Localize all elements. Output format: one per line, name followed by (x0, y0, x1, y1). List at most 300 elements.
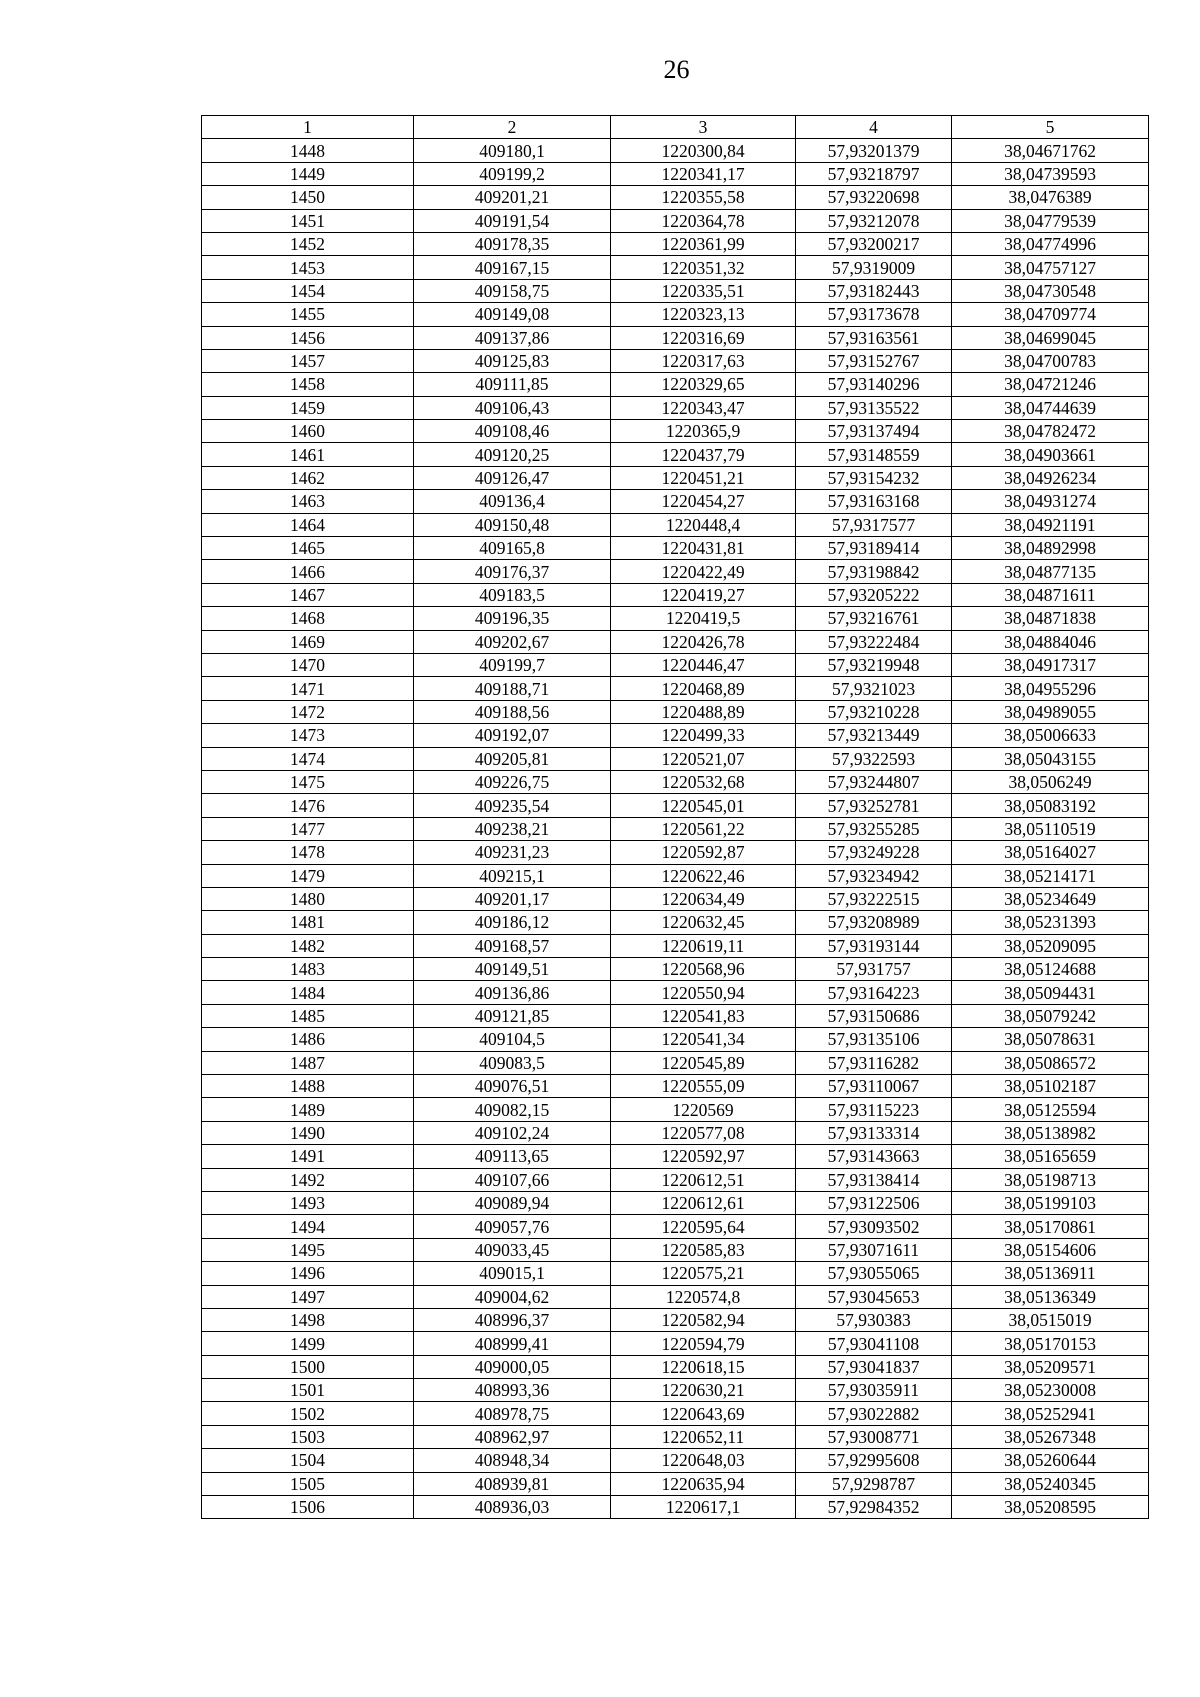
table-row (202, 139, 1149, 162)
table-row (202, 443, 1149, 466)
y-coordinate-cell: 1220341,17 (611, 162, 796, 185)
y-coordinate-cell: 1220499,33 (611, 724, 796, 747)
table-row (202, 1075, 1149, 1098)
x-coordinate-cell: 409137,86 (414, 326, 611, 349)
x-coordinate-cell: 409083,5 (414, 1051, 611, 1074)
x-coordinate-cell: 409188,56 (414, 700, 611, 723)
y-coordinate-cell: 1220575,21 (611, 1262, 796, 1285)
latitude-cell: 57,93035911 (796, 1379, 952, 1402)
y-coordinate-cell: 1220532,68 (611, 770, 796, 793)
longitude-cell: 38,05252941 (952, 1402, 1149, 1425)
point-number-cell: 1457 (202, 349, 414, 372)
y-coordinate-cell: 1220355,58 (611, 186, 796, 209)
table-row (202, 256, 1149, 279)
latitude-cell: 57,93210228 (796, 700, 952, 723)
table-row (202, 1238, 1149, 1261)
longitude-cell: 38,04903661 (952, 443, 1149, 466)
y-coordinate-cell: 1220592,87 (611, 841, 796, 864)
latitude-cell: 57,93041837 (796, 1355, 952, 1378)
longitude-cell: 38,05209095 (952, 934, 1149, 957)
latitude-cell: 57,92995608 (796, 1449, 952, 1472)
x-coordinate-cell: 409126,47 (414, 466, 611, 489)
point-number-cell: 1476 (202, 794, 414, 817)
x-coordinate-cell: 409000,05 (414, 1355, 611, 1378)
longitude-cell: 38,0476389 (952, 186, 1149, 209)
latitude-cell: 57,93201379 (796, 139, 952, 162)
y-coordinate-cell: 1220541,83 (611, 1004, 796, 1027)
y-coordinate-cell: 1220300,84 (611, 139, 796, 162)
latitude-cell: 57,9317577 (796, 513, 952, 536)
x-coordinate-cell: 409106,43 (414, 396, 611, 419)
longitude-cell: 38,05164027 (952, 841, 1149, 864)
y-coordinate-cell: 1220618,15 (611, 1355, 796, 1378)
x-coordinate-cell: 409180,1 (414, 139, 611, 162)
x-coordinate-cell: 409205,81 (414, 747, 611, 770)
latitude-cell: 57,93213449 (796, 724, 952, 747)
table-row (202, 1355, 1149, 1378)
point-number-cell: 1490 (202, 1121, 414, 1144)
longitude-cell: 38,05136349 (952, 1285, 1149, 1308)
latitude-cell: 57,93193144 (796, 934, 952, 957)
x-coordinate-cell: 409108,46 (414, 420, 611, 443)
latitude-cell: 57,93110067 (796, 1075, 952, 1098)
table-header (202, 116, 1149, 139)
point-number-cell: 1478 (202, 841, 414, 864)
y-coordinate-cell: 1220545,89 (611, 1051, 796, 1074)
y-coordinate-cell: 1220617,1 (611, 1496, 796, 1519)
x-coordinate-cell: 409168,57 (414, 934, 611, 957)
latitude-cell: 57,93152767 (796, 349, 952, 372)
point-number-cell: 1460 (202, 420, 414, 443)
point-number-cell: 1466 (202, 560, 414, 583)
table-row (202, 1145, 1149, 1168)
table-row (202, 958, 1149, 981)
latitude-cell: 57,93252781 (796, 794, 952, 817)
table-row (202, 490, 1149, 513)
point-number-cell: 1448 (202, 139, 414, 162)
longitude-cell: 38,04921191 (952, 513, 1149, 536)
longitude-cell: 38,05102187 (952, 1075, 1149, 1098)
longitude-cell: 38,05208595 (952, 1496, 1149, 1519)
latitude-cell: 57,93244807 (796, 770, 952, 793)
point-number-cell: 1471 (202, 677, 414, 700)
point-number-cell: 1455 (202, 303, 414, 326)
y-coordinate-cell: 1220422,49 (611, 560, 796, 583)
point-number-cell: 1487 (202, 1051, 414, 1074)
longitude-cell: 38,05209571 (952, 1355, 1149, 1378)
x-coordinate-cell: 409196,35 (414, 607, 611, 630)
longitude-cell: 38,04721246 (952, 373, 1149, 396)
point-number-cell: 1483 (202, 958, 414, 981)
latitude-cell: 57,93173678 (796, 303, 952, 326)
column-header: 2 (414, 116, 611, 139)
y-coordinate-cell: 1220632,45 (611, 911, 796, 934)
table-row (202, 1402, 1149, 1425)
point-number-cell: 1452 (202, 232, 414, 255)
x-coordinate-cell: 408993,36 (414, 1379, 611, 1402)
point-number-cell: 1482 (202, 934, 414, 957)
x-coordinate-cell: 409201,21 (414, 186, 611, 209)
longitude-cell: 38,04709774 (952, 303, 1149, 326)
point-number-cell: 1499 (202, 1332, 414, 1355)
longitude-cell: 38,05214171 (952, 864, 1149, 887)
y-coordinate-cell: 1220630,21 (611, 1379, 796, 1402)
x-coordinate-cell: 408962,97 (414, 1425, 611, 1448)
longitude-cell: 38,05006633 (952, 724, 1149, 747)
latitude-cell: 57,93041108 (796, 1332, 952, 1355)
point-number-cell: 1491 (202, 1145, 414, 1168)
table-row (202, 349, 1149, 372)
point-number-cell: 1493 (202, 1191, 414, 1214)
y-coordinate-cell: 1220335,51 (611, 279, 796, 302)
y-coordinate-cell: 1220343,47 (611, 396, 796, 419)
x-coordinate-cell: 409191,54 (414, 209, 611, 232)
x-coordinate-cell: 409076,51 (414, 1075, 611, 1098)
header-row (202, 116, 1149, 139)
longitude-cell: 38,04774996 (952, 232, 1149, 255)
table-row (202, 513, 1149, 536)
x-coordinate-cell: 409149,08 (414, 303, 611, 326)
latitude-cell: 57,93138414 (796, 1168, 952, 1191)
y-coordinate-cell: 1220550,94 (611, 981, 796, 1004)
table-row (202, 700, 1149, 723)
table-body (202, 139, 1149, 1519)
latitude-cell: 57,93135522 (796, 396, 952, 419)
column-header: 4 (796, 116, 952, 139)
point-number-cell: 1503 (202, 1425, 414, 1448)
longitude-cell: 38,0515019 (952, 1308, 1149, 1331)
table-row (202, 326, 1149, 349)
y-coordinate-cell: 1220317,63 (611, 349, 796, 372)
latitude-cell: 57,9319009 (796, 256, 952, 279)
x-coordinate-cell: 409201,17 (414, 887, 611, 910)
y-coordinate-cell: 1220577,08 (611, 1121, 796, 1144)
latitude-cell: 57,93218797 (796, 162, 952, 185)
table-row (202, 466, 1149, 489)
latitude-cell: 57,93133314 (796, 1121, 952, 1144)
latitude-cell: 57,93220698 (796, 186, 952, 209)
longitude-cell: 38,04671762 (952, 139, 1149, 162)
longitude-cell: 38,05083192 (952, 794, 1149, 817)
point-number-cell: 1500 (202, 1355, 414, 1378)
x-coordinate-cell: 409199,7 (414, 653, 611, 676)
y-coordinate-cell: 1220419,5 (611, 607, 796, 630)
x-coordinate-cell: 409102,24 (414, 1121, 611, 1144)
x-coordinate-cell: 409149,51 (414, 958, 611, 981)
point-number-cell: 1458 (202, 373, 414, 396)
latitude-cell: 57,9321023 (796, 677, 952, 700)
latitude-cell: 57,93222484 (796, 630, 952, 653)
x-coordinate-cell: 409120,25 (414, 443, 611, 466)
latitude-cell: 57,93143663 (796, 1145, 952, 1168)
longitude-cell: 38,05136911 (952, 1262, 1149, 1285)
y-coordinate-cell: 1220437,79 (611, 443, 796, 466)
table-row (202, 209, 1149, 232)
point-number-cell: 1492 (202, 1168, 414, 1191)
x-coordinate-cell: 409238,21 (414, 817, 611, 840)
table-row (202, 1215, 1149, 1238)
y-coordinate-cell: 1220419,27 (611, 583, 796, 606)
longitude-cell: 38,04884046 (952, 630, 1149, 653)
table-row (202, 232, 1149, 255)
y-coordinate-cell: 1220323,13 (611, 303, 796, 326)
table-row (202, 279, 1149, 302)
table-row (202, 747, 1149, 770)
latitude-cell: 57,92984352 (796, 1496, 952, 1519)
table-row (202, 630, 1149, 653)
latitude-cell: 57,93164223 (796, 981, 952, 1004)
y-coordinate-cell: 1220541,34 (611, 1028, 796, 1051)
table-row (202, 1379, 1149, 1402)
x-coordinate-cell: 409186,12 (414, 911, 611, 934)
longitude-cell: 38,05267348 (952, 1425, 1149, 1448)
x-coordinate-cell: 409004,62 (414, 1285, 611, 1308)
y-coordinate-cell: 1220454,27 (611, 490, 796, 513)
point-number-cell: 1486 (202, 1028, 414, 1051)
table-row (202, 934, 1149, 957)
point-number-cell: 1468 (202, 607, 414, 630)
point-number-cell: 1485 (202, 1004, 414, 1027)
x-coordinate-cell: 409125,83 (414, 349, 611, 372)
latitude-cell: 57,93154232 (796, 466, 952, 489)
column-header: 5 (952, 116, 1149, 139)
y-coordinate-cell: 1220634,49 (611, 887, 796, 910)
point-number-cell: 1463 (202, 490, 414, 513)
latitude-cell: 57,931757 (796, 958, 952, 981)
longitude-cell: 38,04757127 (952, 256, 1149, 279)
point-number-cell: 1453 (202, 256, 414, 279)
x-coordinate-cell: 409150,48 (414, 513, 611, 536)
longitude-cell: 38,04871838 (952, 607, 1149, 630)
point-number-cell: 1480 (202, 887, 414, 910)
longitude-cell: 38,04931274 (952, 490, 1149, 513)
table-row (202, 1121, 1149, 1144)
longitude-cell: 38,04892998 (952, 537, 1149, 560)
table-row (202, 1496, 1149, 1519)
longitude-cell: 38,05170153 (952, 1332, 1149, 1355)
longitude-cell: 38,05078631 (952, 1028, 1149, 1051)
table-row (202, 1285, 1149, 1308)
point-number-cell: 1504 (202, 1449, 414, 1472)
table-row (202, 560, 1149, 583)
latitude-cell: 57,93249228 (796, 841, 952, 864)
point-number-cell: 1498 (202, 1308, 414, 1331)
y-coordinate-cell: 1220635,94 (611, 1472, 796, 1495)
longitude-cell: 38,04699045 (952, 326, 1149, 349)
latitude-cell: 57,93150686 (796, 1004, 952, 1027)
point-number-cell: 1475 (202, 770, 414, 793)
y-coordinate-cell: 1220361,99 (611, 232, 796, 255)
x-coordinate-cell: 408999,41 (414, 1332, 611, 1355)
longitude-cell: 38,05231393 (952, 911, 1149, 934)
x-coordinate-cell: 409057,76 (414, 1215, 611, 1238)
y-coordinate-cell: 1220643,69 (611, 1402, 796, 1425)
x-coordinate-cell: 409167,15 (414, 256, 611, 279)
page-number: 26 (663, 55, 690, 84)
table-row (202, 724, 1149, 747)
latitude-cell: 57,93071611 (796, 1238, 952, 1261)
column-header: 3 (611, 116, 796, 139)
longitude-cell: 38,04871611 (952, 583, 1149, 606)
point-number-cell: 1474 (202, 747, 414, 770)
x-coordinate-cell: 409165,8 (414, 537, 611, 560)
x-coordinate-cell: 408948,34 (414, 1449, 611, 1472)
point-number-cell: 1469 (202, 630, 414, 653)
table-row (202, 583, 1149, 606)
point-number-cell: 1502 (202, 1402, 414, 1425)
x-coordinate-cell: 409188,71 (414, 677, 611, 700)
longitude-cell: 38,05240345 (952, 1472, 1149, 1495)
table-row (202, 1425, 1149, 1448)
point-number-cell: 1506 (202, 1496, 414, 1519)
longitude-cell: 38,05198713 (952, 1168, 1149, 1191)
point-number-cell: 1489 (202, 1098, 414, 1121)
y-coordinate-cell: 1220468,89 (611, 677, 796, 700)
x-coordinate-cell: 408996,37 (414, 1308, 611, 1331)
latitude-cell: 57,93122506 (796, 1191, 952, 1214)
table-row (202, 303, 1149, 326)
point-number-cell: 1481 (202, 911, 414, 934)
longitude-cell: 38,05230008 (952, 1379, 1149, 1402)
point-number-cell: 1456 (202, 326, 414, 349)
point-number-cell: 1454 (202, 279, 414, 302)
table-row (202, 1191, 1149, 1214)
point-number-cell: 1449 (202, 162, 414, 185)
latitude-cell: 57,93205222 (796, 583, 952, 606)
table-row (202, 911, 1149, 934)
point-number-cell: 1505 (202, 1472, 414, 1495)
table-row (202, 1332, 1149, 1355)
y-coordinate-cell: 1220574,8 (611, 1285, 796, 1308)
longitude-cell: 38,05199103 (952, 1191, 1149, 1214)
latitude-cell: 57,93234942 (796, 864, 952, 887)
point-number-cell: 1467 (202, 583, 414, 606)
longitude-cell: 38,05125594 (952, 1098, 1149, 1121)
y-coordinate-cell: 1220652,11 (611, 1425, 796, 1448)
longitude-cell: 38,05165659 (952, 1145, 1149, 1168)
table-row (202, 1168, 1149, 1191)
longitude-cell: 38,04739593 (952, 162, 1149, 185)
y-coordinate-cell: 1220431,81 (611, 537, 796, 560)
x-coordinate-cell: 409158,75 (414, 279, 611, 302)
point-number-cell: 1488 (202, 1075, 414, 1098)
latitude-cell: 57,9298787 (796, 1472, 952, 1495)
table-row (202, 770, 1149, 793)
y-coordinate-cell: 1220316,69 (611, 326, 796, 349)
latitude-cell: 57,93212078 (796, 209, 952, 232)
longitude-cell: 38,04955296 (952, 677, 1149, 700)
longitude-cell: 38,05170861 (952, 1215, 1149, 1238)
latitude-cell: 57,93200217 (796, 232, 952, 255)
y-coordinate-cell: 1220612,51 (611, 1168, 796, 1191)
point-number-cell: 1484 (202, 981, 414, 1004)
x-coordinate-cell: 409033,45 (414, 1238, 611, 1261)
y-coordinate-cell: 1220521,07 (611, 747, 796, 770)
table-row (202, 373, 1149, 396)
latitude-cell: 57,930383 (796, 1308, 952, 1331)
table-row (202, 1028, 1149, 1051)
x-coordinate-cell: 409136,4 (414, 490, 611, 513)
point-number-cell: 1494 (202, 1215, 414, 1238)
longitude-cell: 38,04744639 (952, 396, 1149, 419)
x-coordinate-cell: 409136,86 (414, 981, 611, 1004)
latitude-cell: 57,93216761 (796, 607, 952, 630)
point-number-cell: 1496 (202, 1262, 414, 1285)
longitude-cell: 38,05043155 (952, 747, 1149, 770)
latitude-cell: 57,93055065 (796, 1262, 952, 1285)
latitude-cell: 57,93045653 (796, 1285, 952, 1308)
longitude-cell: 38,04926234 (952, 466, 1149, 489)
latitude-cell: 57,93115223 (796, 1098, 952, 1121)
point-number-cell: 1462 (202, 466, 414, 489)
latitude-cell: 57,93135106 (796, 1028, 952, 1051)
latitude-cell: 57,93189414 (796, 537, 952, 560)
table-row (202, 653, 1149, 676)
table-row (202, 420, 1149, 443)
table-row (202, 1472, 1149, 1495)
point-number-cell: 1497 (202, 1285, 414, 1308)
point-number-cell: 1477 (202, 817, 414, 840)
latitude-cell: 57,93008771 (796, 1425, 952, 1448)
x-coordinate-cell: 409089,94 (414, 1191, 611, 1214)
x-coordinate-cell: 409215,1 (414, 864, 611, 887)
point-number-cell: 1459 (202, 396, 414, 419)
table-row (202, 1308, 1149, 1331)
column-header: 1 (202, 116, 414, 139)
point-number-cell: 1473 (202, 724, 414, 747)
longitude-cell: 38,04779539 (952, 209, 1149, 232)
y-coordinate-cell: 1220488,89 (611, 700, 796, 723)
longitude-cell: 38,05079242 (952, 1004, 1149, 1027)
latitude-cell: 57,93255285 (796, 817, 952, 840)
x-coordinate-cell: 409226,75 (414, 770, 611, 793)
longitude-cell: 38,05086572 (952, 1051, 1149, 1074)
x-coordinate-cell: 409121,85 (414, 1004, 611, 1027)
x-coordinate-cell: 408939,81 (414, 1472, 611, 1495)
y-coordinate-cell: 1220446,47 (611, 653, 796, 676)
y-coordinate-cell: 1220592,97 (611, 1145, 796, 1168)
table-row (202, 841, 1149, 864)
y-coordinate-cell: 1220426,78 (611, 630, 796, 653)
latitude-cell: 57,93198842 (796, 560, 952, 583)
x-coordinate-cell: 409192,07 (414, 724, 611, 747)
longitude-cell: 38,05124688 (952, 958, 1149, 981)
x-coordinate-cell: 409199,2 (414, 162, 611, 185)
table-row (202, 186, 1149, 209)
y-coordinate-cell: 1220545,01 (611, 794, 796, 817)
y-coordinate-cell: 1220612,61 (611, 1191, 796, 1214)
x-coordinate-cell: 409176,37 (414, 560, 611, 583)
point-number-cell: 1479 (202, 864, 414, 887)
y-coordinate-cell: 1220451,21 (611, 466, 796, 489)
x-coordinate-cell: 409104,5 (414, 1028, 611, 1051)
point-number-cell: 1472 (202, 700, 414, 723)
longitude-cell: 38,05138982 (952, 1121, 1149, 1144)
longitude-cell: 38,04877135 (952, 560, 1149, 583)
x-coordinate-cell: 409113,65 (414, 1145, 611, 1168)
y-coordinate-cell: 1220364,78 (611, 209, 796, 232)
longitude-cell: 38,04989055 (952, 700, 1149, 723)
longitude-cell: 38,05110519 (952, 817, 1149, 840)
latitude-cell: 57,93093502 (796, 1215, 952, 1238)
point-number-cell: 1450 (202, 186, 414, 209)
table-row (202, 864, 1149, 887)
x-coordinate-cell: 409107,66 (414, 1168, 611, 1191)
table-row (202, 607, 1149, 630)
latitude-cell: 57,93182443 (796, 279, 952, 302)
table-row (202, 396, 1149, 419)
x-coordinate-cell: 409202,67 (414, 630, 611, 653)
